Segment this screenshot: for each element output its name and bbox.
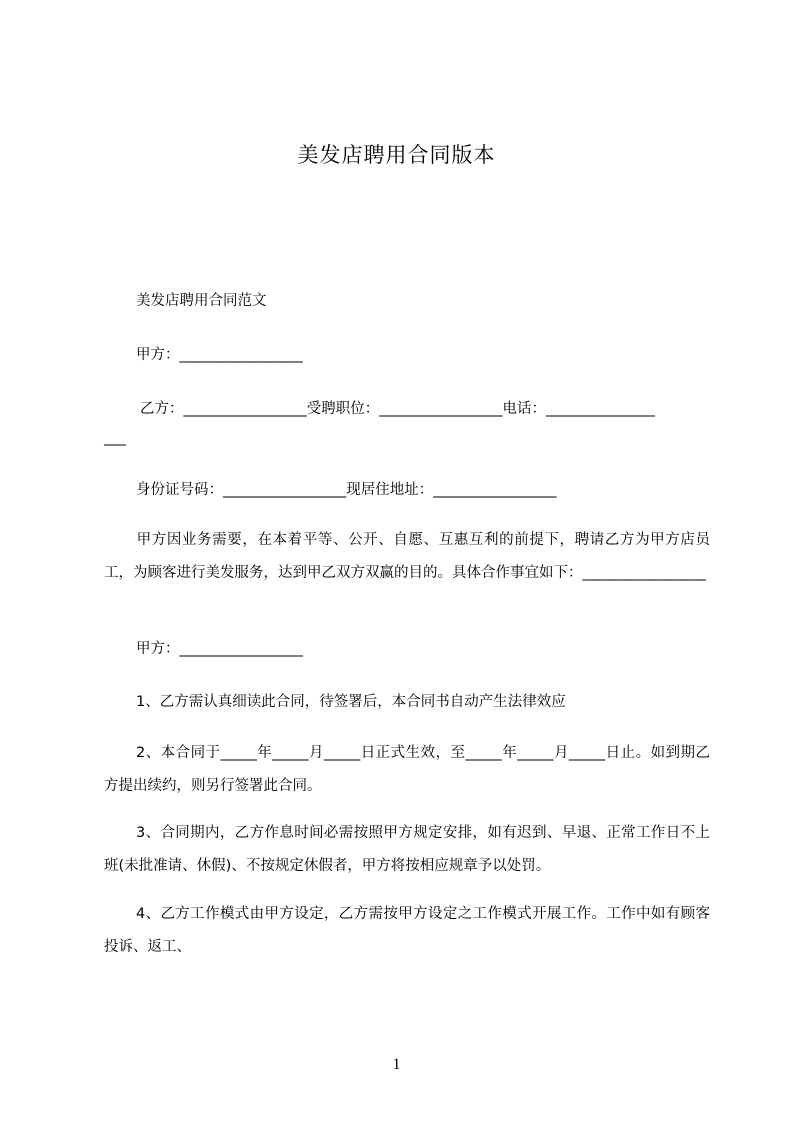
intro-text: 甲方因业务需要，在本着平等、公开、自愿、互惠互利的前提下，聘请乙方为甲方店员工，为顾客进行美发服务，达到甲乙双方双赢的目的。具体合作事宜如下：_________________	[104, 532, 710, 581]
page-number: 1	[392, 1056, 401, 1073]
party-b-field-continuation: ___	[104, 430, 126, 446]
party-a-field-repeat: 甲方：_________________	[136, 641, 303, 657]
party-a-field: 甲方：_________________	[136, 347, 303, 363]
intro-paragraph	[104, 524, 710, 590]
document-title: 美发店聘用合同版本	[297, 143, 496, 167]
party-b-field: 乙方：_________________受聘职位：_________________电话：_______________	[140, 401, 655, 417]
clause-4-paragraph	[104, 898, 710, 964]
clause-3: 3、合同期内，乙方作息时间必需按照甲方规定安排，如有迟到、早退、正常工作日不上班(未批准请、休假)、不按规定休假者，甲方将按相应规章予以处罚。	[104, 825, 710, 874]
document-subtitle: 美发店聘用合同范文	[136, 293, 267, 309]
clause-4: 4、乙方工作模式由甲方设定，乙方需按甲方设定之工作模式开展工作。工作中如有顾客投诉、返工、	[104, 906, 710, 955]
clause-2: 2、本合同于_____年_____月_____日正式生效，至_____年_____月_____日止。如到期乙方提出续约，则另行签署此合同。	[104, 745, 710, 794]
id-address-field: 身份证号码：_________________现居住地址：_________________	[136, 482, 557, 498]
clause-3-paragraph	[104, 817, 710, 883]
clause-2-paragraph	[104, 737, 710, 803]
clause-1: 1、乙方需认真细读此合同，待签署后，本合同书自动产生法律效应	[136, 694, 566, 710]
